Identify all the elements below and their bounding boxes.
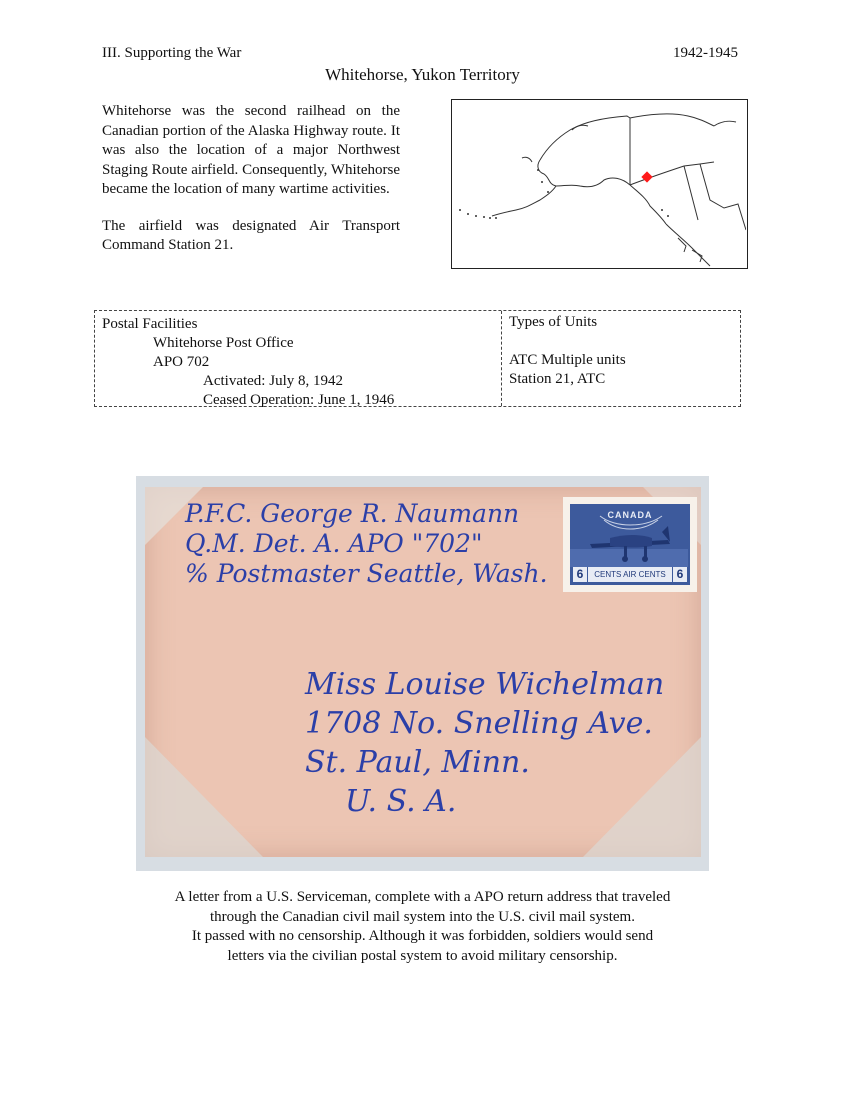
location-map (451, 99, 748, 269)
intro-paragraph-1: Whitehorse was the second railhead on the Canadian portion of the Alaska Highway route. It was also the location of a major Northwest Staging Route airfield. Consequently, Whitehorse became the location of many wartime activities. (102, 103, 400, 197)
date-range: 1942-1945 (673, 45, 738, 61)
stamp-image (570, 504, 690, 585)
stamp-denomination: 6 (573, 567, 587, 582)
intro-text (102, 102, 400, 273)
return-address-line: P.F.C. George R. Naumann (185, 499, 520, 528)
stamp-country: CANADA (607, 510, 653, 520)
table-divider (501, 311, 502, 406)
recipient-line: 1708 No. Snelling Ave. (305, 706, 653, 741)
whitehorse-marker (641, 171, 652, 182)
caption-line: It passed with no censorship. Although it was forbidden, soldiers would send (191, 928, 654, 944)
units-heading: Types of Units (509, 314, 598, 330)
apo-number: APO 702 (153, 354, 210, 370)
caption-line: A letter from a U.S. Serviceman, complete with a APO return address that traveled (174, 889, 671, 905)
intro-paragraph-2: The airfield was designated Air Transport Command Station 21. (102, 217, 400, 253)
facilities-table (94, 310, 741, 407)
recipient-line: U. S. A. (345, 784, 457, 819)
units-line-2: Station 21, ATC (509, 371, 606, 387)
return-address (185, 499, 548, 589)
alaska-yukon-map (452, 100, 746, 267)
stamp-denomination: 6 (673, 567, 687, 582)
air-mail-stamp (563, 497, 697, 592)
caption (0, 888, 845, 966)
return-address-line: Q.M. Det. A. APO "702" (185, 529, 483, 558)
caption-line: letters via the civilian postal system to avoid military censorship. (227, 947, 618, 964)
envelope (145, 487, 701, 857)
caption-line: through the Canadian civil mail system into the U.S. civil mail system. (210, 908, 635, 925)
page-title: Whitehorse, Yukon Territory (325, 65, 520, 84)
postal-facilities-heading: Postal Facilities (102, 316, 198, 332)
stamp-label: CENTS AIR CENTS (588, 567, 672, 582)
units-line-1: ATC Multiple units (509, 352, 626, 368)
activated-date: Activated: July 8, 1942 (203, 373, 343, 389)
recipient-line: St. Paul, Minn. (305, 745, 530, 780)
return-address-line: % Postmaster Seattle, Wash. (185, 559, 548, 588)
ceased-date: Ceased Operation: June 1, 1946 (203, 392, 395, 408)
section-heading: III. Supporting the War (102, 45, 242, 61)
recipient-address (305, 665, 664, 821)
post-office-name: Whitehorse Post Office (153, 335, 294, 351)
recipient-line: Miss Louise Wichelman (305, 667, 665, 702)
